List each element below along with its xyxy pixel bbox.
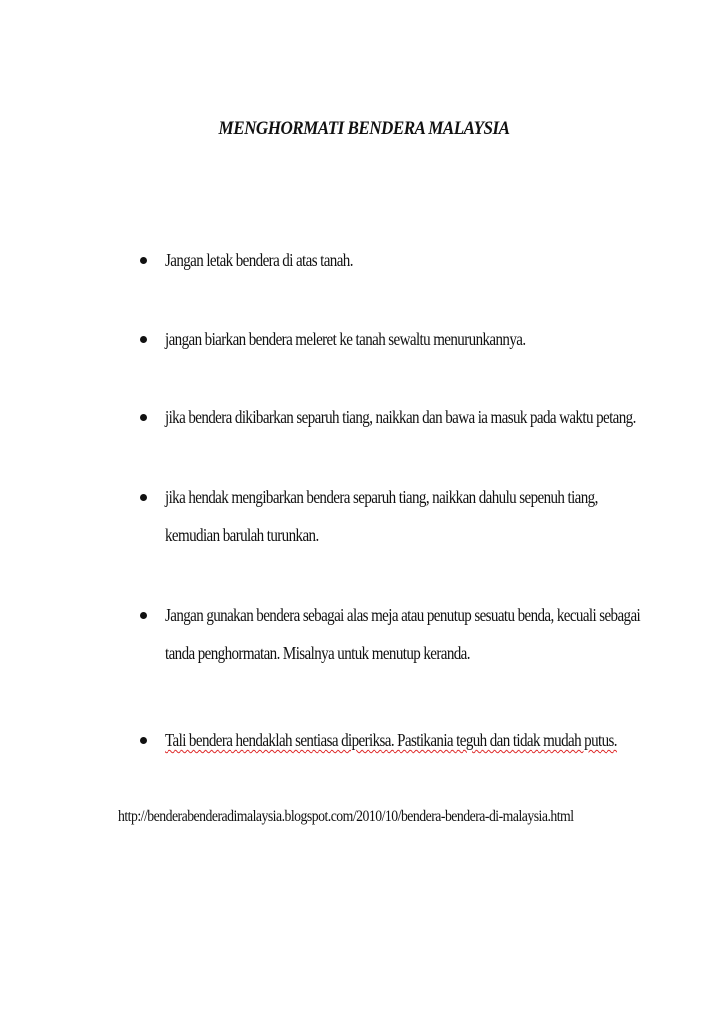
list-item-text: Jangan gunakan bendera sebagai alas meja atau penutup sesuatu benda, kecuali sebagai xyxy=(165,605,641,625)
bullet-icon xyxy=(140,414,147,421)
list-item-text: Jangan letak bendera di atas tanah. xyxy=(165,250,353,270)
list-item-text: jika bendera dikibarkan separuh tiang, naikkan dan bawa ia masuk pada waktu petang. xyxy=(165,407,636,427)
bullet-icon xyxy=(140,612,147,619)
source-url: http://benderabenderadimalaysia.blogspot.com/2010/10/bendera-bendera-di-malaysia.html xyxy=(118,808,574,825)
bullet-icon xyxy=(140,737,147,744)
list-item-text: jangan biarkan bendera meleret ke tanah sewaltu menurunkannya. xyxy=(165,329,526,349)
bullet-icon xyxy=(140,494,147,501)
list-item-text-continued: kemudian barulah turunkan. xyxy=(165,525,319,545)
bullet-icon xyxy=(140,257,147,264)
bullet-icon xyxy=(140,336,147,343)
page-title: MENGHORMATI BENDERA MALAYSIA xyxy=(218,118,510,139)
list-item-text-continued: tanda penghormatan. Misalnya untuk menutup keranda. xyxy=(165,643,470,663)
list-item-text: Tali bendera hendaklah sentiasa diperiksa. Pastikania teguh dan tidak mudah putus. xyxy=(165,730,617,750)
list-item-text: jika hendak mengibarkan bendera separuh tiang, naikkan dahulu sepenuh tiang, xyxy=(165,487,598,507)
